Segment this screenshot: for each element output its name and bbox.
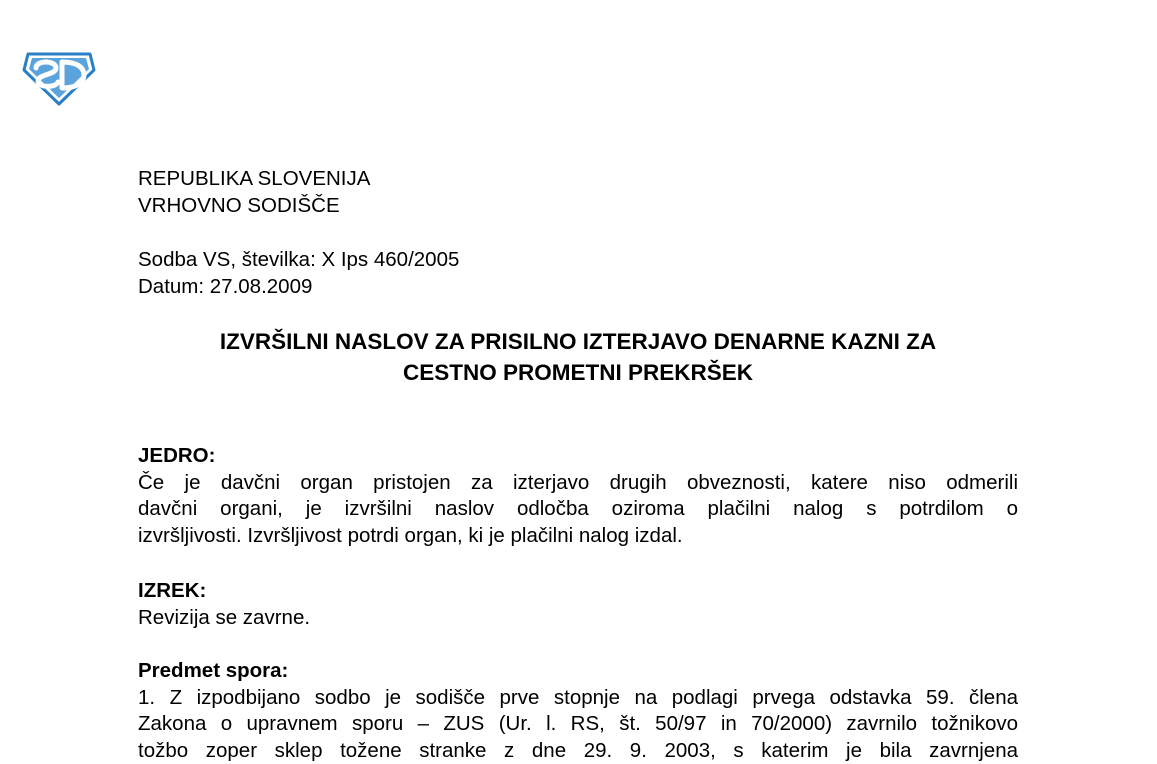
jedro-section <box>138 443 1018 549</box>
izrek-section <box>138 578 1018 631</box>
republic-name: REPUBLIKA SLOVENIJA <box>138 166 1018 193</box>
supreme-court-logo <box>22 48 96 106</box>
jedro-line: davčni organi, je izvršilni naslov odločba oziroma plačilni nalog s potrdilom o <box>138 496 1018 523</box>
court-name: VRHOVNO SODIŠČE <box>138 193 1018 220</box>
jedro-line: izvršljivosti. Izvršljivost potrdi organ, ki je plačilni nalog izdal. <box>138 523 1018 550</box>
predmet-line: tožbo zoper sklep tožene stranke z dne 29. 9. 2003, s katerim je bila zavrnjena <box>138 738 1018 764</box>
predmet-heading: Predmet spora: <box>138 658 1018 685</box>
predmet-section <box>138 658 1018 764</box>
document-title <box>138 326 1018 388</box>
jedro-heading: JEDRO: <box>138 443 1018 470</box>
title-line-1: IZVRŠILNI NASLOV ZA PRISILNO IZTERJAVO DENARNE KAZNI ZA <box>138 326 1018 357</box>
court-header <box>138 166 1018 219</box>
case-date: Datum: 27.08.2009 <box>138 274 1018 301</box>
jedro-line: Če je davčni organ pristojen za izterjavo drugih obveznosti, katere niso odmerili <box>138 470 1018 497</box>
case-info <box>138 247 1018 300</box>
izrek-heading: IZREK: <box>138 578 1018 605</box>
case-number: Sodba VS, številka: X Ips 460/2005 <box>138 247 1018 274</box>
predmet-line: 1. Z izpodbijano sodbo je sodišče prve stopnje na podlagi prvega odstavka 59. člena <box>138 685 1018 712</box>
izrek-text: Revizija se zavrne. <box>138 605 1018 632</box>
predmet-line: Zakona o upravnem sporu – ZUS (Ur. l. RS, št. 50/97 in 70/2000) zavrnilo tožnikovo <box>138 711 1018 738</box>
title-line-2: CESTNO PROMETNI PREKRŠEK <box>138 357 1018 388</box>
